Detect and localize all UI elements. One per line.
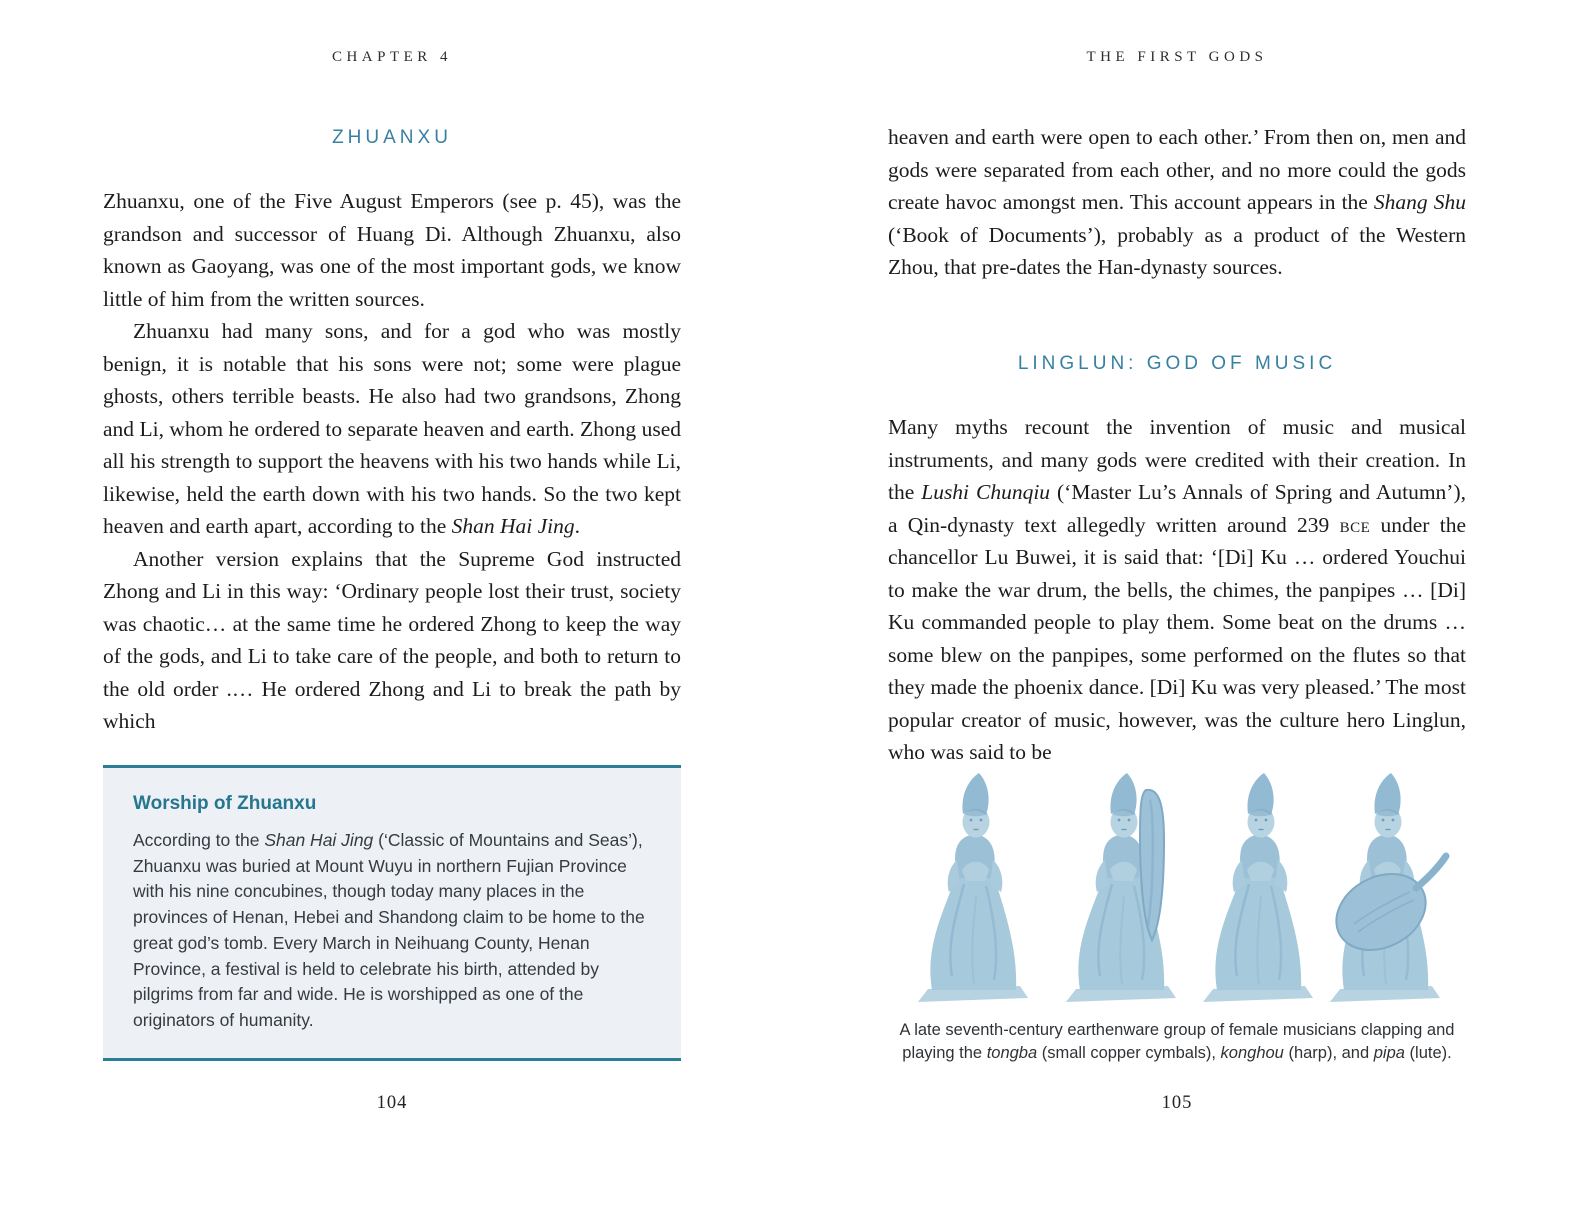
figurines-illustration <box>876 756 1480 1008</box>
right-running-header: THE FIRST GODS <box>1086 49 1268 65</box>
infobox-title: Worship of Zhuanxu <box>133 793 317 814</box>
paragraph: Zhuanxu, one of the Five August Emperors (see p. 45), was the grandson and successor of Huang Di. Although Zhuanxu, also known as Gaoyang, was one of the most important gods, we know little of him from the written sources. <box>103 189 681 311</box>
section-heading-zhuanxu: ZHUANXU <box>332 127 452 148</box>
left-body-text <box>103 185 681 738</box>
right-page <box>888 0 1466 1212</box>
paragraph: heaven and earth were open to each other.’ From then on, men and gods were separated from each other, and no more could the gods create havoc amongst men. This account appears in the Shang Shu (‘Book of Documents’), probably as a product of the Western Zhou, that pre-dates the Han-dynasty sources. <box>888 125 1466 279</box>
right-intro-text <box>888 121 1466 284</box>
paragraph: Another version explains that the Supreme God instructed Zhong and Li in this way: ‘Ordinary people lost their trust, society was chaotic… at the same time he ordered Zhong to keep the way of the gods, and Li to take care of the people, and both to return to the old order .… He ordered Zhong and Li to break the path by which <box>103 546 681 733</box>
paragraph: Many myths recount the invention of music and musical instruments, and many gods were credited with their creation. In the Lushi Chunqiu (‘Master Lu’s Annals of Spring and Autumn’), a Qin-dynasty text allegedly written around 239 bce under the chancellor Lu Buwei, it is said that: ‘[Di] Ku … ordered Youchui to make the war drum, the bells, the chimes, the panpipes … [Di] Ku commanded people to play them. Some beat on the drums … some blew on the panpipes, some performed on the flutes so that they made the phoenix dance. [Di] Ku was very pleased.’ The most popular creator of music, however, was the culture hero Linglun, who was said to be <box>888 415 1466 764</box>
infobox-text: According to the Shan Hai Jing (‘Classic of Mountains and Seas’), Zhuanxu was buried at Mount Wuyu in northern Fujian Province with his nine concubines, though today many places in the provinces of Henan, Hebei and Shandong claim to be home to the great god’s tomb. Every March in Neihuang County, Henan Province, a festival is held to celebrate his birth, attended by pilgrims from far and wide. He is worshipped as one of the originators of humanity. <box>133 830 645 1030</box>
left-running-header: CHAPTER 4 <box>331 49 453 65</box>
figure-caption: A late seventh-century earthenware group of female musicians clapping and playing the tongba (small copper cymbals), konghou (harp), and pipa (lute). <box>899 1021 1455 1062</box>
left-page <box>103 0 681 1212</box>
worship-infobox <box>103 765 681 1061</box>
right-page-number: 105 <box>1161 1093 1193 1113</box>
left-page-number: 104 <box>376 1093 408 1113</box>
section-heading-linglun: LINGLUN: GOD OF MUSIC <box>1017 353 1337 374</box>
paragraph: Zhuanxu had many sons, and for a god who was mostly benign, it is notable that his sons were not; some were plague ghosts, others terrible beasts. He also had two grandsons, Zhong and Li, whom he ordered to separate heaven and earth. Zhong used all his strength to support the heavens with his two hands while Li, likewise, held the earth down with his two hands. So the two kept heaven and earth apart, according to the Shan Hai Jing. <box>103 319 681 538</box>
right-music-text <box>888 411 1466 769</box>
figurines-image <box>876 756 1480 1008</box>
